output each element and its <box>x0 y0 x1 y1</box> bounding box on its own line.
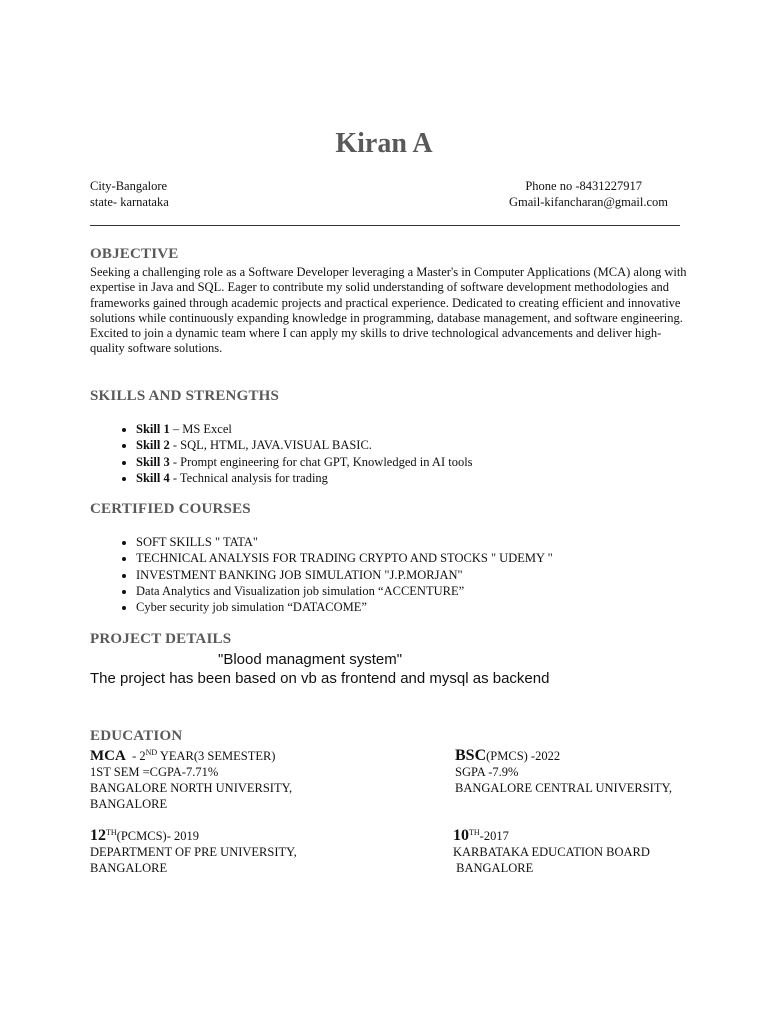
email-text: Gmail-kifancharan@gmail.com <box>508 195 668 209</box>
year-text: -2017 <box>479 829 509 843</box>
degree-label: 10 <box>453 827 469 844</box>
year-text: YEAR(3 SEMESTER) <box>157 749 276 763</box>
city-text: BANGALORE <box>90 797 168 811</box>
skills-list <box>90 421 736 486</box>
grade-text: 1ST SEM =CGPA-7.71% <box>90 765 219 779</box>
grade-text: SGPA -7.9% <box>455 765 519 779</box>
state-text: state- karnataka <box>90 195 169 209</box>
skill-label: Skill 1 <box>136 422 170 436</box>
city-text: City-Bangalore <box>90 179 168 193</box>
list-item <box>136 454 736 470</box>
project-description: The project has been based on vb as frontend and mysql as backend <box>90 670 550 687</box>
year-text: (PCMCS)- 2019 <box>116 829 199 843</box>
list-item <box>136 421 736 437</box>
list-item: • SOFT SKILLS " TATA" <box>136 534 736 550</box>
edu-twelfth <box>90 828 297 876</box>
list-item <box>136 437 736 453</box>
year-text: - 2 <box>125 749 146 763</box>
skill-label: Skill 3 <box>136 454 170 469</box>
candidate-name: Kiran A <box>335 128 433 159</box>
city-text: BANGALORE <box>90 861 168 875</box>
board-text: DEPARTMENT OF PRE UNIVERSITY, <box>90 845 297 859</box>
year-sup: ND <box>145 747 158 757</box>
university-text: BANGALORE NORTH UNIVERSITY, <box>90 781 293 795</box>
skill-text: - Technical analysis for trading <box>169 470 328 485</box>
city-text: BANGALORE <box>453 861 534 875</box>
edu-bsc <box>455 748 672 796</box>
edu-mca <box>90 748 292 812</box>
degree-label: MCA <box>90 748 126 764</box>
degree-label: 12 <box>90 827 106 844</box>
list-item <box>136 470 736 486</box>
degree-label: BSC <box>455 747 487 764</box>
skill-label: Skill 4 <box>136 470 170 485</box>
courses-heading: CERTIFIED COURSES <box>90 501 251 517</box>
degree-sup: TH <box>106 827 117 837</box>
board-text: KARBATAKA EDUCATION BOARD <box>453 845 650 859</box>
project-heading: PROJECT DETAILS <box>90 631 232 647</box>
skill-text: - SQL, HTML, JAVA.VISUAL BASIC. <box>169 438 372 453</box>
skill-label: Skill 2 <box>136 438 170 453</box>
education-heading: EDUCATION <box>90 728 183 744</box>
list-item: • Cyber security job simulation “DATACOME” <box>136 599 736 615</box>
list-item: • INVESTMENT BANKING JOB SIMULATION "J.P.MORJAN" <box>136 567 736 583</box>
edu-tenth <box>453 828 650 876</box>
contact-block <box>509 178 668 210</box>
header-divider <box>90 225 680 226</box>
year-text: (PMCS) -2022 <box>486 749 561 763</box>
objective-heading: OBJECTIVE <box>90 246 179 262</box>
skills-heading: SKILLS AND STRENGTHS <box>90 388 280 404</box>
phone-text: Phone no -8431227917 <box>525 179 642 193</box>
location-block <box>90 178 169 210</box>
list-item: • TECHNICAL ANALYSIS FOR TRADING CRYPTO AND STOCKS " UDEMY " <box>136 550 736 566</box>
skill-text: – MS Excel <box>169 422 232 436</box>
degree-sup: TH <box>469 827 480 837</box>
objective-text: Seeking a challenging role as a Software Developer leveraging a Master's in Computer Applications (MCA) along with expertise in Java and SQL. Eager to contribute my solid understanding of software development methodologies and frameworks gained through academic projects and practical experience. Dedicated to creating efficient and innovative solutions while continuously expanding knowledge in programming, database management, and software engineering. Excited to join a dynamic team where I can apply my skills to drive technological advancements and deliver high-quality software solutions. <box>90 265 687 356</box>
list-item: • Data Analytics and Visualization job simulation “ACCENTURE” <box>136 583 736 599</box>
courses-list <box>90 534 736 615</box>
skill-text: - Prompt engineering for chat GPT, Knowledged in AI tools <box>169 454 473 469</box>
project-title: "Blood managment system" <box>218 651 403 668</box>
university-text: BANGALORE CENTRAL UNIVERSITY, <box>455 781 673 795</box>
